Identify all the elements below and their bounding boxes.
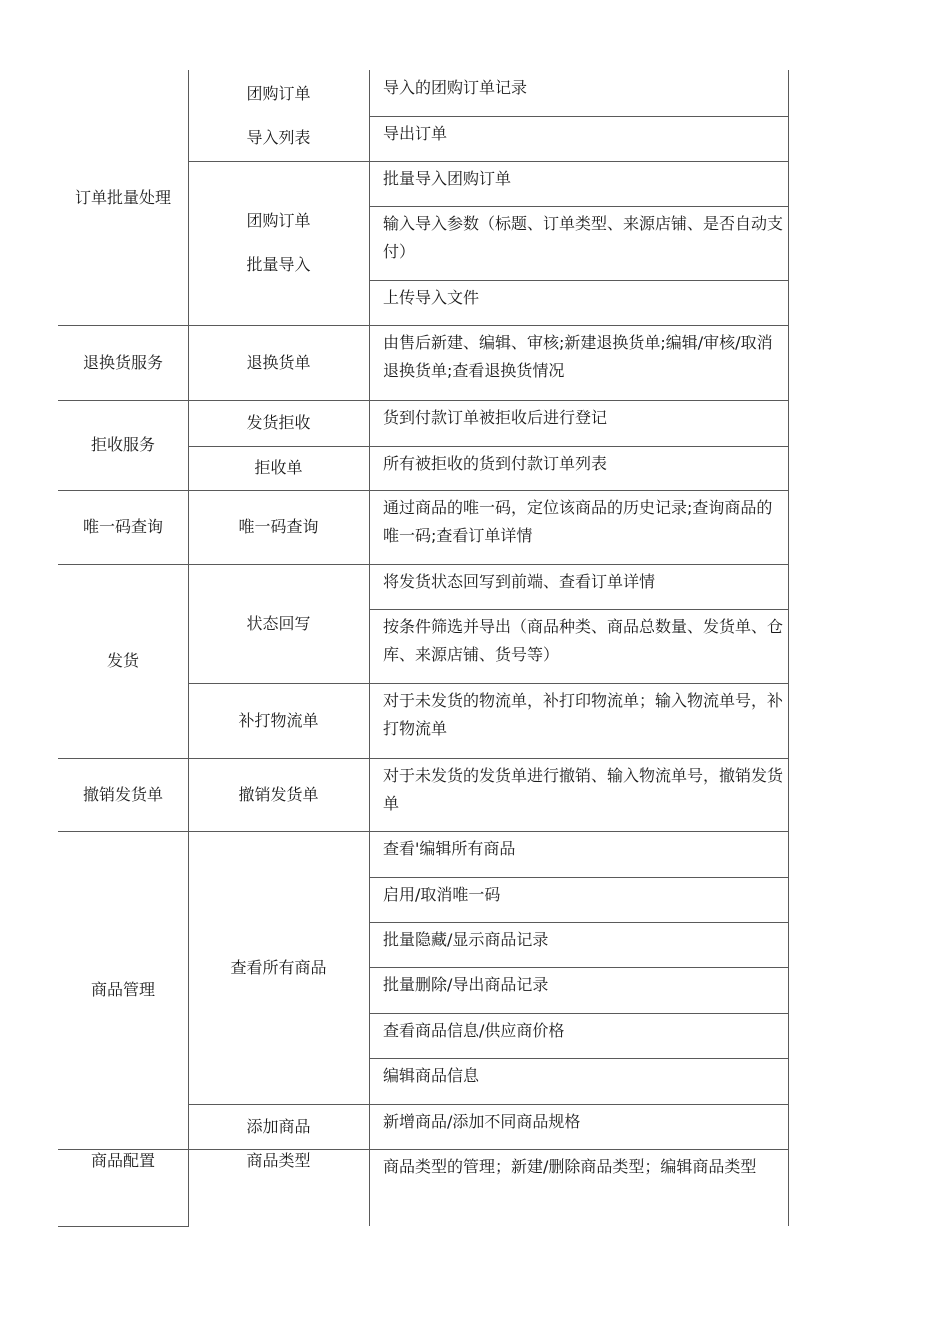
subfeature-cell [188, 80, 369, 152]
subfeature-cell [188, 954, 369, 982]
description-cell: 对于未发货的发货单进行撤销、输入物流单号，撤销发货单 [383, 766, 784, 813]
description-cell: 批量导入团购订单 [383, 169, 512, 188]
subfeature-label: 商品类型 [246, 1151, 311, 1170]
description-cell: 按条件筛选并导出（商品种类、商品总数量、发货单、仓库、来源店铺、货号等） [383, 617, 784, 664]
subfeature-cell [188, 454, 369, 482]
subfeature-cell [188, 513, 369, 541]
description-cell: 对于未发货的物流单，补打印物流单；输入物流单号，补打物流单 [383, 691, 784, 738]
subfeature-label: 拒收单 [254, 457, 303, 477]
subfeature-label: 补打物流单 [238, 710, 319, 730]
subfeature-label: 批量导入 [246, 255, 311, 274]
row-divider [369, 1058, 788, 1059]
category-cell: 拒收服务 [90, 435, 155, 454]
category-cell: 唯一码查询 [82, 517, 163, 536]
sub-row-divider [188, 161, 369, 162]
row-divider [369, 116, 788, 117]
row-divider [369, 564, 788, 565]
description-cell: 货到付款订单被拒收后进行登记 [383, 408, 608, 427]
subfeature-cell [188, 1113, 369, 1141]
description-cell: 查看商品信息/供应商价格 [383, 1021, 565, 1040]
description-cell: 将发货状态回写到前端、查看订单详情 [383, 572, 656, 591]
subfeature-label: 发货拒收 [246, 412, 311, 432]
description-cell: 查看'编辑所有商品 [383, 839, 516, 858]
row-divider [369, 758, 788, 759]
description-cell: 导入的团购订单记录 [383, 78, 528, 97]
subfeature-cell [188, 409, 369, 437]
subfeature-cell [188, 207, 369, 279]
row-divider [369, 400, 788, 401]
description-cell: 输入导入参数（标题、订单类型、来源店铺、是否自动支付） [383, 214, 784, 261]
subfeature-cell [188, 1147, 369, 1175]
sub-row-divider [188, 446, 369, 447]
subfeature-label: 退换货单 [246, 352, 311, 372]
subfeature-label: 查看所有商品 [230, 957, 327, 977]
category-divider [58, 490, 369, 491]
description-cell: 由售后新建、编辑、审核;新建退换货单;编辑/审核/取消退换货单;查看退换货情况 [383, 333, 773, 380]
category-cell: 商品配置 [90, 1151, 155, 1170]
row-divider [369, 609, 788, 610]
row-divider [369, 446, 788, 447]
row-divider [369, 877, 788, 878]
description-cell: 批量删除/导出商品记录 [383, 975, 549, 994]
sub-row-divider [188, 1104, 369, 1105]
table-bottom-border [58, 1226, 189, 1227]
category-divider [58, 564, 369, 565]
sub-row-divider [188, 683, 369, 684]
category-cell: 退换货服务 [82, 352, 163, 372]
description-cell: 批量隐藏/显示商品记录 [383, 930, 549, 949]
subfeature-label: 团购订单 [246, 211, 311, 230]
description-cell: 导出订单 [383, 123, 448, 143]
subfeature-cell [188, 349, 369, 377]
row-divider [369, 1149, 788, 1150]
row-divider [369, 161, 788, 162]
row-divider [369, 206, 788, 207]
row-divider [369, 831, 788, 832]
description-cell: 所有被拒收的货到付款订单列表 [383, 453, 608, 473]
subfeature-label: 状态回写 [246, 613, 311, 633]
category-divider [58, 831, 369, 832]
row-divider [369, 325, 788, 326]
subfeature-cell [188, 707, 369, 735]
row-divider [369, 1013, 788, 1014]
subfeature-label: 导入列表 [246, 127, 311, 147]
row-divider [369, 280, 788, 281]
subfeature-label: 团购订单 [246, 83, 311, 103]
row-divider [369, 490, 788, 491]
description-cell: 新增商品/添加不同商品规格 [383, 1112, 581, 1131]
category-divider [58, 325, 369, 326]
category-divider [58, 400, 369, 401]
description-cell: 启用/取消唯一码 [383, 885, 501, 904]
description-cell: 上传导入文件 [383, 288, 480, 307]
row-divider [369, 1104, 788, 1105]
subfeature-label: 添加商品 [246, 1116, 311, 1136]
category-cell: 订单批量处理 [74, 187, 171, 207]
column-divider [369, 70, 370, 1226]
subfeature-label: 唯一码查询 [238, 517, 319, 536]
table-right-border [788, 70, 789, 1226]
description-cell: 编辑商品信息 [383, 1066, 480, 1085]
category-cell: 发货 [106, 651, 139, 670]
subfeature-cell [188, 610, 369, 638]
row-divider [369, 967, 788, 968]
subfeature-cell [188, 781, 369, 809]
category-divider [58, 758, 369, 759]
row-divider [369, 683, 788, 684]
row-divider [369, 922, 788, 923]
subfeature-label: 撤销发货单 [238, 784, 319, 804]
description-cell: 商品类型的管理；新建/删除商品类型；编辑商品类型 [383, 1157, 757, 1176]
category-cell: 商品管理 [90, 980, 155, 999]
description-cell: 通过商品的唯一码，定位该商品的历史记录;查询商品的唯一码;查看订单详情 [383, 498, 773, 545]
category-cell: 撤销发货单 [82, 784, 163, 804]
